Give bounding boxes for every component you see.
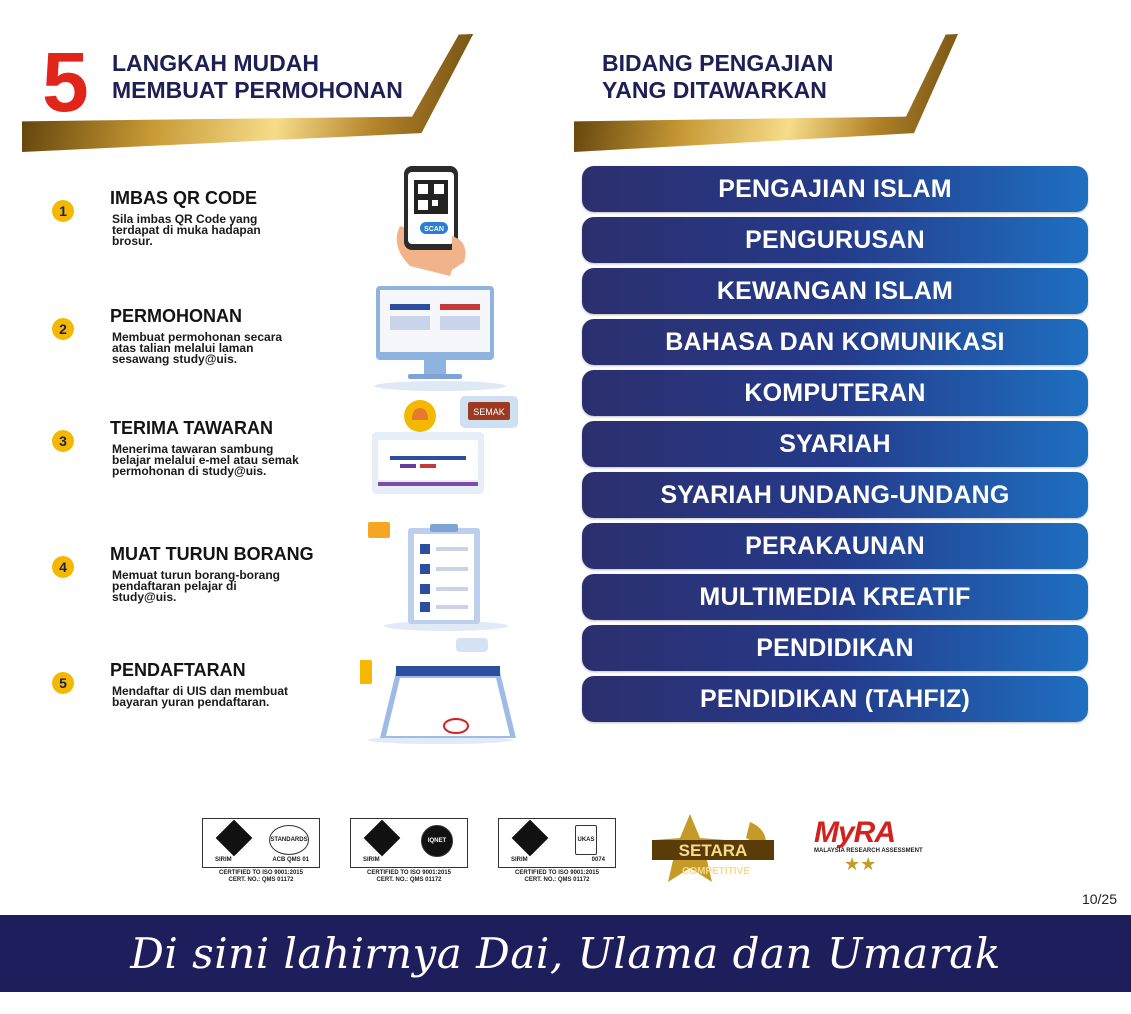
myra-stars: ★★ <box>844 854 877 874</box>
svg-text:COMPETITIVE: COMPETITIVE <box>682 866 750 877</box>
sirim-diamond-icon <box>216 820 253 857</box>
courses-header-line2: YANG DITAWARKAN <box>602 77 827 103</box>
step-number-badge: 2 <box>52 318 74 340</box>
steps-header-title <box>112 50 403 104</box>
steps-header-line2: MEMBUAT PERMOHONAN <box>112 77 403 103</box>
steps-header <box>22 34 492 152</box>
course-multimedia-kreatif: MULTIMEDIA KREATIF <box>582 574 1088 620</box>
step-1 <box>52 188 512 298</box>
course-pengajian-islam: PENGAJIAN ISLAM <box>582 166 1088 212</box>
certifications-row <box>0 808 1131 888</box>
checklist-clipboard-icon <box>360 522 520 634</box>
course-syariah-undang-undang: SYARIAH UNDANG-UNDANG <box>582 472 1088 518</box>
step-title: PENDAFTARAN <box>110 660 246 680</box>
cert-badge-standards: SIRIM STANDARDS ACB QMS 01 CERTIFIED TO ISO 9001:2015 CERT. NO.: QMS 01172 <box>202 818 320 884</box>
step-description: Sila imbas QR Code yang terdapat di muka hadapan brosur. <box>112 212 261 248</box>
step-number-badge: 4 <box>52 556 74 578</box>
step-number-badge: 3 <box>52 430 74 452</box>
calendar-icon <box>360 638 520 750</box>
step-3 <box>52 407 512 528</box>
course-bahasa-komunikasi: BAHASA DAN KOMUNIKASI <box>582 319 1088 365</box>
svg-text:SETARA: SETARA <box>678 841 748 860</box>
scan-label: SCAN <box>424 226 444 233</box>
step-5 <box>52 660 512 770</box>
ukas-crown-icon: UKAS <box>575 825 597 855</box>
step-description: Mendaftar di UIS dan membuat bayaran yuran pendaftaran. <box>112 684 289 709</box>
course-pendidikan-tahfiz: PENDIDIKAN (TAHFIZ) <box>582 676 1088 722</box>
course-pengurusan: PENGURUSAN <box>582 217 1088 263</box>
setara-logo <box>650 812 780 884</box>
step-title: TERIMA TAWARAN <box>110 418 273 438</box>
steps-header-line1: LANGKAH MUDAH <box>112 50 319 76</box>
step-number-badge: 5 <box>52 672 74 694</box>
step-description: Membuat permohonan secara atas talian melalui laman sesawang study@uis. <box>112 330 283 366</box>
big-number-five: 5 <box>42 35 87 129</box>
iqnet-icon: IQNET <box>421 825 453 857</box>
sirim-diamond-icon <box>364 820 401 857</box>
course-perakaunan: PERAKAUNAN <box>582 523 1088 569</box>
cert-badge-ukas: SIRIM UKAS 0074 CERTIFIED TO ISO 9001:2015 CERT. NO.: QMS 01172 <box>498 818 616 884</box>
courses-list <box>582 166 1088 727</box>
step-title: PERMOHONAN <box>110 306 243 326</box>
step-title: IMBAS QR CODE <box>110 188 258 208</box>
courses-header <box>574 34 974 152</box>
myra-logo <box>814 818 934 888</box>
course-pendidikan: PENDIDIKAN <box>582 625 1088 671</box>
step-description: Menerima tawaran sambung belajar melalui e-mel atau semak permohonan di study@uis. <box>112 442 299 478</box>
courses-header-line1: BIDANG PENGAJIAN <box>602 50 834 76</box>
courses-header-title <box>602 50 833 104</box>
cert-badge-iqnet: SIRIM IQNET CERTIFIED TO ISO 9001:2015 CERT. NO.: QMS 01172 <box>350 818 468 884</box>
step-number-badge: 1 <box>52 200 74 222</box>
course-komputeran: KOMPUTERAN <box>582 370 1088 416</box>
course-kewangan-islam: KEWANGAN ISLAM <box>582 268 1088 314</box>
page-number: 10/25 <box>1081 891 1117 907</box>
footer-banner <box>0 915 1131 992</box>
course-syariah: SYARIAH <box>582 421 1088 467</box>
desktop-monitor-icon <box>360 284 520 396</box>
myra-subtitle: MALAYSIA RESEARCH ASSESSMENT <box>814 848 923 854</box>
footer-slogan: Di sini lahirnya Dai, Ulama dan Umarak <box>130 929 1001 978</box>
phone-qr-scan-icon <box>360 166 520 278</box>
step-description: Memuat turun borang-borang pendaftaran pelajar di study@uis. <box>112 568 280 604</box>
sirim-diamond-icon <box>512 820 549 857</box>
offer-check-icon <box>360 396 520 508</box>
standards-malaysia-icon: STANDARDS <box>269 825 309 855</box>
step-title: MUAT TURUN BORANG <box>110 544 314 564</box>
semak-label: SEMAK <box>473 407 505 417</box>
myra-wordmark: MyRA <box>814 816 896 849</box>
